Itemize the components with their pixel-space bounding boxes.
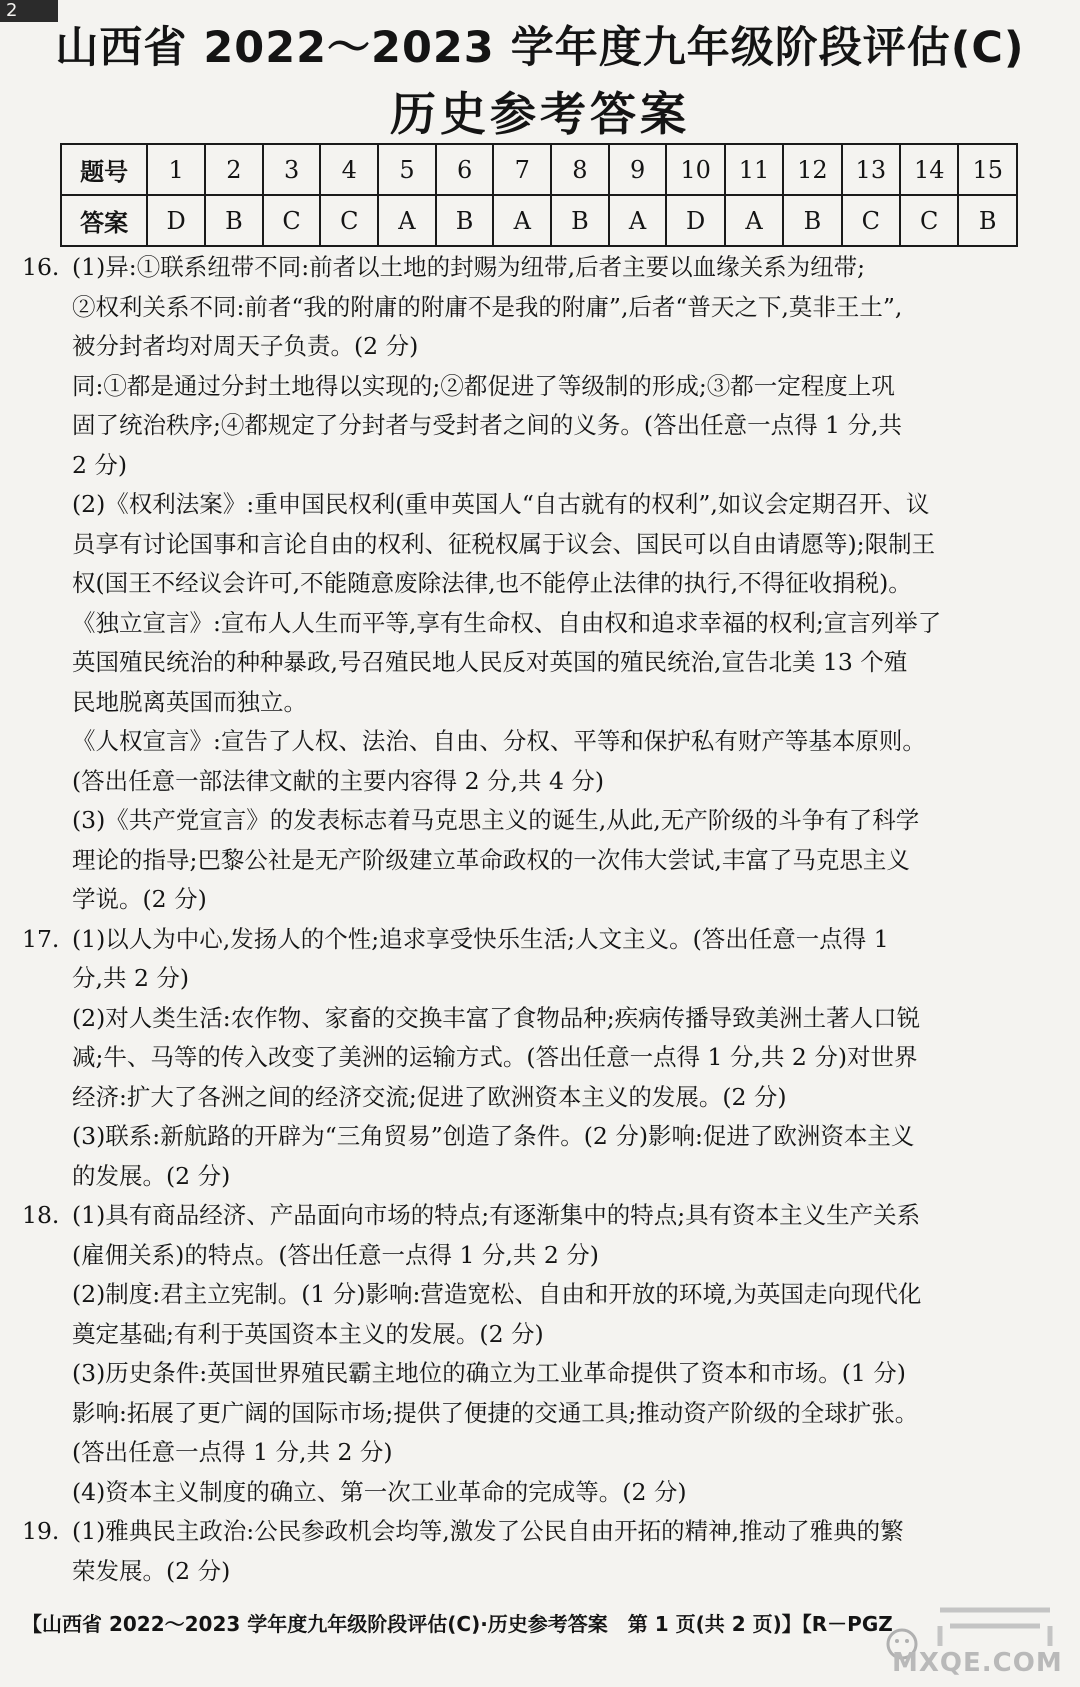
question-number-cell: 8 <box>551 144 609 195</box>
question-answer-text <box>72 920 1062 1197</box>
question-answer-text <box>72 1512 1062 1591</box>
answer-line: 学说。(2 分) <box>72 885 207 913</box>
question-number-cell: 12 <box>783 144 841 195</box>
answer-line: (2)制度:君主立宪制。(1 分)影响:营造宽松、自由和开放的环境,为英国走向现代化 <box>72 1280 922 1308</box>
answer-line: (3)历史条件:英国世界殖民霸主地位的确立为工业革命提供了资本和市场。(1 分) <box>72 1359 906 1387</box>
question-block <box>22 1196 1062 1512</box>
question-number: 17. <box>22 924 60 953</box>
answer-line: 《独立宣言》:宣布人人生而平等,享有生命权、自由权和追求幸福的权利;宣言列举了 <box>72 608 942 637</box>
answer-cell: C <box>842 195 900 246</box>
answer-line: 2 分) <box>72 450 128 479</box>
answer-line: ②权利关系不同:前者“我的附庸的附庸不是我的附庸”,后者“普天之下,莫非王土”, <box>72 292 903 321</box>
question-number-cell: 10 <box>666 144 724 195</box>
answer-cell: A <box>609 195 667 246</box>
question-number-cell: 7 <box>493 144 551 195</box>
answer-line: 理论的指导;巴黎公社是无产阶级建立革命政权的一次伟大尝试,丰富了马克思主义 <box>72 845 910 874</box>
watermark-text: MXQE.COM <box>892 1648 1063 1678</box>
question-number-cell: 1 <box>147 144 205 195</box>
question-number: 19. <box>22 1517 60 1545</box>
question-number-cell: 13 <box>842 144 900 195</box>
answer-line: (1)以人为中心,发扬人的个性;追求享受快乐生活;人文主义。(答出任意一点得 1 <box>72 924 889 953</box>
answer-line: 民地脱离英国而独立。 <box>72 687 307 716</box>
answer-cell: A <box>493 195 551 246</box>
answer-line: (雇佣关系)的特点。(答出任意一点得 1 分,共 2 分) <box>72 1240 599 1269</box>
answer-table <box>60 143 1018 247</box>
answer-cell: B <box>958 195 1017 246</box>
answer-cell: B <box>436 195 494 246</box>
answer-line: 的发展。(2 分) <box>72 1161 231 1190</box>
question-block <box>22 248 1062 920</box>
question-block <box>22 920 1062 1197</box>
document-subtitle: 历史参考答案 <box>390 87 690 141</box>
answer-cell: A <box>725 195 783 246</box>
question-number-cell: 5 <box>378 144 436 195</box>
answer-cell: B <box>205 195 263 246</box>
answer-line: (1)具有商品经济、产品面向市场的特点;有逐渐集中的特点;具有资本主义生产关系 <box>72 1201 921 1229</box>
answer-cell: D <box>147 195 205 246</box>
page-footer: 【山西省 2022～2023 学年度九年级阶段评估(C)·历史参考答案 第 1 页(共 2 页)】【R－PGZ <box>22 1612 893 1636</box>
question-number-cell: 14 <box>900 144 958 195</box>
row-label-answer: 答案 <box>61 195 147 246</box>
answer-line: (4)资本主义制度的确立、第一次工业革命的完成等。(2 分) <box>72 1477 687 1506</box>
answer-line: 被分封者均对周天子负责。(2 分) <box>72 332 419 360</box>
answer-line: (2)对人类生活:农作物、家畜的交换丰富了食物品种;疾病传播导致美洲土著人口锐 <box>72 1003 921 1032</box>
answer-line: 固了统治秩序;④都规定了分封者与受封者之间的义务。(答出任意一点得 1 分,共 <box>72 411 902 439</box>
question-number-cell: 6 <box>436 144 494 195</box>
answer-line: (1)异:①联系纽带不同:前者以土地的封赐为纽带,后者主要以血缘关系为纽带; <box>72 253 866 281</box>
answer-content <box>22 248 1062 1591</box>
answer-line: (答出任意一点得 1 分,共 2 分) <box>72 1438 393 1466</box>
question-answer-text <box>72 1196 1062 1512</box>
answer-cell: C <box>263 195 321 246</box>
answer-cell: B <box>551 195 609 246</box>
answer-line: 减;牛、马等的传入改变了美洲的运输方式。(答出任意一点得 1 分,共 2 分)对世界 <box>72 1043 918 1071</box>
question-number-cell: 11 <box>725 144 783 195</box>
question-number-cell: 2 <box>205 144 263 195</box>
answer-cell: A <box>378 195 436 246</box>
answer-line: 影响:拓展了更广阔的国际市场;提供了便捷的交通工具;推动资产阶级的全球扩张。 <box>72 1398 919 1427</box>
answer-line: (3)联系:新航路的开辟为“三角贸易”创造了条件。(2 分)影响:促进了欧洲资本主义 <box>72 1122 915 1150</box>
answer-line: 同:①都是通过分封土地得以实现的;②都促进了等级制的形成;③都一定程度上巩 <box>72 371 895 400</box>
answer-line: (答出任意一部法律文献的主要内容得 2 分,共 4 分) <box>72 766 605 795</box>
question-number-cell: 3 <box>263 144 321 195</box>
answer-line: 权(国王不经议会许可,不能随意废除法律,也不能停止法律的执行,不得征收捐税)。 <box>72 569 912 597</box>
question-number-cell: 4 <box>320 144 378 195</box>
question-number: 16. <box>22 253 60 281</box>
answer-line: 荣发展。(2 分) <box>72 1556 231 1585</box>
document-title: 山西省 2022～2023 学年度九年级阶段评估(C) <box>55 23 1025 73</box>
answer-line: (2)《权利法案》:重申国民权利(重申英国人“自古就有的权利”,如议会定期召开、议 <box>72 490 930 518</box>
answer-line: 经济:扩大了各洲之间的经济交流;促进了欧洲资本主义的发展。(2 分) <box>72 1082 787 1111</box>
answer-line: 员享有讨论国事和言论自由的权利、征税权属于议会、国民可以自由请愿等);限制王 <box>72 529 936 558</box>
question-number: 18. <box>22 1201 60 1229</box>
answer-cell: C <box>320 195 378 246</box>
answer-line: 《人权宣言》:宣告了人权、法治、自由、分权、平等和保护私有财产等基本原则。 <box>72 727 926 755</box>
answer-line: 英国殖民统治的种种暴政,号召殖民地人民反对英国的殖民统治,宣告北美 13 个殖 <box>72 648 908 676</box>
answer-cell: B <box>783 195 841 246</box>
answer-line: (1)雅典民主政治:公民参政机会均等,激发了公民自由开拓的精神,推动了雅典的繁 <box>72 1517 904 1545</box>
question-answer-text <box>72 248 1062 920</box>
question-block <box>22 1512 1062 1591</box>
answer-line: 奠定基础;有利于英国资本主义的发展。(2 分) <box>72 1319 544 1348</box>
question-number-cell: 9 <box>609 144 667 195</box>
answer-table-answer-row <box>61 195 1017 246</box>
page-corner-tag: 2 <box>0 0 58 22</box>
question-number-cell: 15 <box>958 144 1017 195</box>
row-label-question-number: 题号 <box>61 144 147 195</box>
answer-cell: C <box>900 195 958 246</box>
answer-line: (3)《共产党宣言》的发表标志着马克思主义的诞生,从此,无产阶级的斗争有了科学 <box>72 806 920 834</box>
answer-cell: D <box>666 195 724 246</box>
answer-line: 分,共 2 分) <box>72 964 190 992</box>
answer-table-number-row <box>61 144 1017 195</box>
